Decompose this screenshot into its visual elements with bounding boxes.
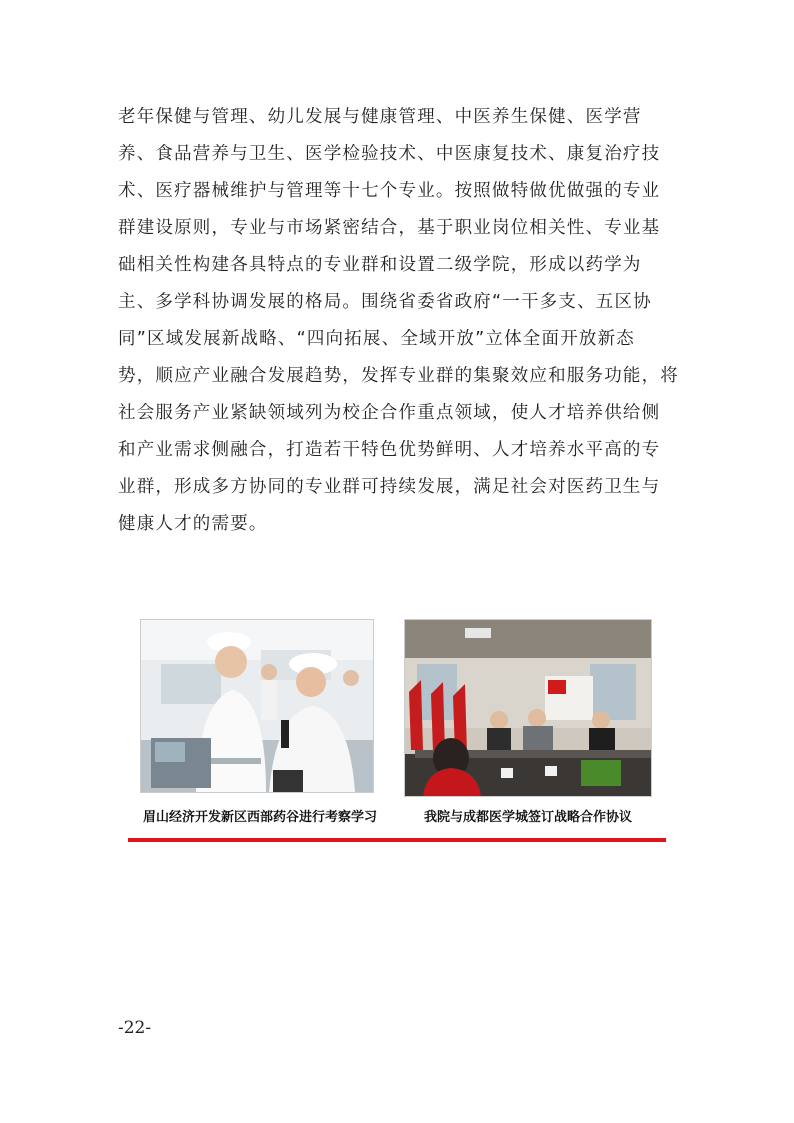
body-line: 势，顺应产业融合发展趋势，发挥专业群的集聚效应和服务功能，将 xyxy=(118,366,679,386)
body-line: 术、医疗器械维护与管理等十七个专业。按照做特做优做强的专业 xyxy=(118,181,661,201)
lab-visit-photo xyxy=(140,619,374,793)
signing-meeting-photo xyxy=(404,619,652,797)
body-line: 同”区域发展新战略、“四向拓展、全域开放”立体全面开放新态 xyxy=(118,329,635,349)
body-line: 社会服务产业紧缺领域列为校企合作重点领域，使人才培养供给侧 xyxy=(118,403,661,423)
page-number: -22- xyxy=(118,1018,152,1038)
body-text xyxy=(118,99,678,543)
red-divider-line xyxy=(128,838,666,842)
body-line: 业群，形成多方协同的专业群可持续发展，满足社会对医药卫生与 xyxy=(118,477,661,497)
body-line: 养、食品营养与卫生、医学检验技术、中医康复技术、康复治疗技 xyxy=(118,144,661,164)
lab-visit-caption: 眉山经济开发新区西部药谷进行考察学习 xyxy=(143,810,378,825)
body-line: 和产业需求侧融合，打造若干特色优势鲜明、人才培养水平高的专 xyxy=(118,440,661,460)
body-line: 主、多学科协调发展的格局。围绕省委省政府“一干多支、五区协 xyxy=(118,292,652,312)
signing-meeting-caption: 我院与成都医学城签订战略合作协议 xyxy=(424,810,633,825)
body-line: 础相关性构建各具特点的专业群和设置二级学院，形成以药学为 xyxy=(118,255,642,275)
body-line: 老年保健与管理、幼儿发展与健康管理、中医养生保健、医学营 xyxy=(118,107,642,127)
body-line: 健康人才的需要。 xyxy=(118,514,268,534)
body-line: 群建设原则，专业与市场紧密结合，基于职业岗位相关性、专业基 xyxy=(118,218,661,238)
